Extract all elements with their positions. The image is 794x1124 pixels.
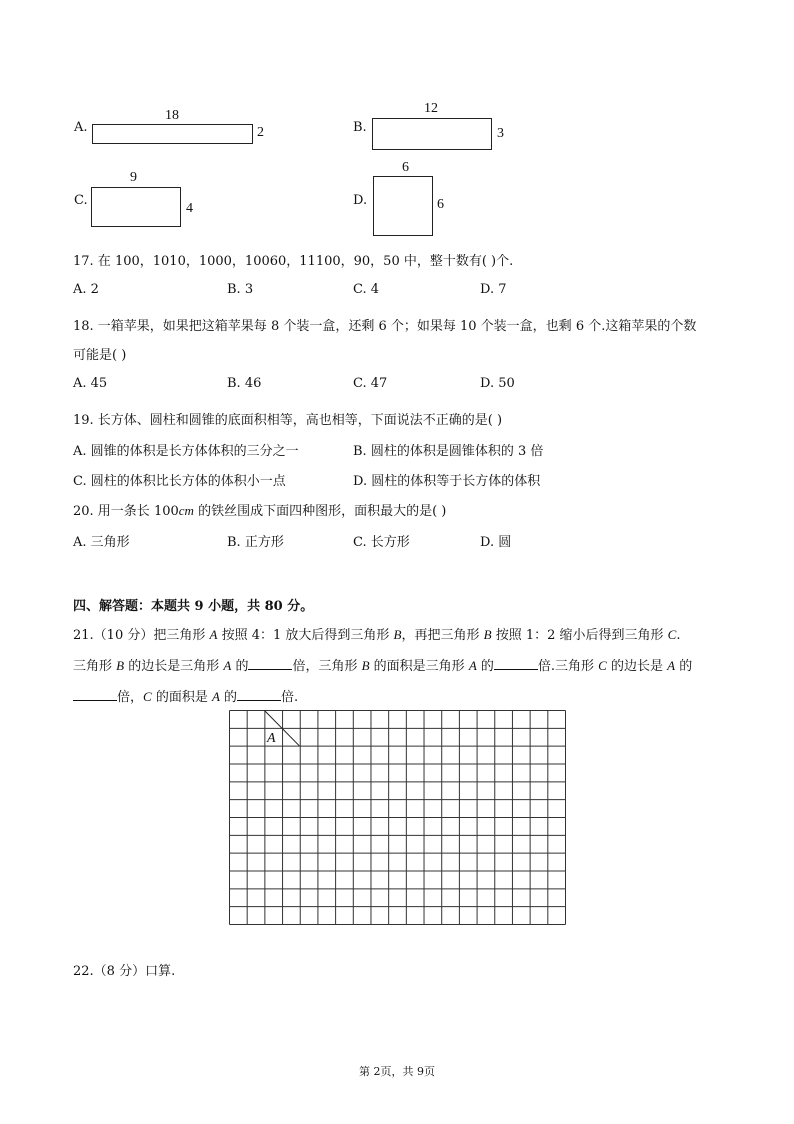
width-label: 2	[257, 125, 264, 140]
text: 的面积是	[151, 690, 212, 705]
var-b: B	[393, 627, 402, 642]
question-18-stem-cont: 可能是( )	[73, 348, 127, 363]
var-b: B	[483, 627, 492, 642]
q19-option-d[interactable]: D. 圆柱的体积等于长方体的体积	[353, 474, 541, 489]
text: 倍.	[281, 690, 299, 705]
text: 的	[231, 659, 249, 674]
text: 倍.三角形	[537, 659, 599, 674]
q20-option-b[interactable]: B. 正方形	[227, 535, 284, 550]
text: 的	[675, 659, 693, 674]
question-22-stem: 22.（8 分）口算.	[73, 964, 176, 979]
page-footer: 第 2页，共 9页	[359, 1065, 435, 1078]
answer-blank[interactable]	[237, 688, 281, 701]
text: 三角形	[73, 659, 117, 674]
var-c: C	[667, 627, 677, 642]
var-c: C	[143, 689, 152, 704]
question-21-line-1	[73, 624, 680, 643]
q18-option-a[interactable]: A. 45	[73, 376, 108, 391]
q20-option-a[interactable]: A. 三角形	[73, 535, 130, 550]
text: 按照 4：1 放大后得到三角形	[217, 628, 394, 643]
triangle-a-label: A	[267, 731, 276, 746]
var-a: A	[209, 627, 218, 642]
question-19-stem: 19. 长方体、圆柱和圆锥的底面积相等，高也相等，下面说法不正确的是( )	[73, 413, 503, 428]
length-label: 9	[130, 170, 137, 185]
text: 按照 1：2 缩小后得到三角形	[491, 628, 668, 643]
q20-option-d[interactable]: D. 圆	[480, 535, 512, 550]
text: 倍，	[117, 690, 144, 705]
text: 倍，三角形	[292, 659, 362, 674]
unit-cm: cm	[178, 503, 194, 518]
length-label: 18	[165, 108, 179, 123]
grid-svg	[229, 710, 566, 925]
var-b: B	[116, 658, 125, 673]
var-c: C	[598, 658, 607, 673]
q19-option-c[interactable]: C. 圆柱的体积比长方体的体积小一点	[73, 474, 286, 489]
width-label: 4	[186, 201, 193, 216]
text: 的	[476, 659, 494, 674]
width-label: 3	[497, 126, 504, 141]
text: ，再把三角形	[401, 628, 484, 643]
q18-option-d[interactable]: D. 50	[480, 376, 515, 391]
question-17-stem: 17. 在 100，1010，1000，10060，11100，90，50 中，整十数有( )个.	[73, 254, 514, 269]
q18-option-b[interactable]: B. 46	[227, 376, 262, 391]
answer-blank[interactable]	[73, 688, 117, 701]
q19-option-a[interactable]: A. 圆锥的体积是长方体体积的三分之一	[73, 444, 299, 459]
q19-option-b[interactable]: B. 圆柱的体积是圆锥体积的 3 倍	[353, 444, 544, 459]
q17-option-b[interactable]: B. 3	[227, 282, 254, 297]
rectangle-shape	[372, 118, 492, 150]
question-21-line-3	[73, 686, 298, 705]
q17-option-d[interactable]: D. 7	[480, 282, 507, 297]
text: 的	[219, 690, 238, 705]
answer-blank[interactable]	[248, 657, 292, 670]
rectangle-shape	[92, 124, 253, 144]
text: 的面积是三角形	[369, 659, 469, 674]
option-label: A.	[74, 120, 88, 135]
var-a: A	[667, 658, 676, 673]
option-label: D.	[353, 193, 368, 208]
grid-paper	[229, 710, 566, 929]
section-4-title: 四、解答题：本题共 9 小题，共 80 分。	[73, 599, 314, 614]
var-a: A	[223, 658, 232, 673]
q20-stem-text-end: 的铁丝围成下面四种图形，面积最大的是( )	[193, 504, 447, 519]
option-label: B.	[353, 120, 367, 135]
var-b: B	[361, 658, 370, 673]
text: 的边长是	[606, 659, 668, 674]
length-label: 6	[402, 160, 409, 175]
option-label: C.	[74, 193, 88, 208]
q17-option-a[interactable]: A. 2	[73, 282, 99, 297]
q20-option-c[interactable]: C. 长方形	[353, 535, 410, 550]
question-20-stem	[73, 500, 446, 519]
var-a: A	[211, 689, 220, 704]
q17-option-c[interactable]: C. 4	[353, 282, 380, 297]
question-18-stem: 18. 一箱苹果，如果把这箱苹果每 8 个装一盒，还剩 6 个；如果每 10 个装一盒，也剩 6 个.这箱苹果的个数	[73, 319, 697, 334]
length-label: 12	[424, 101, 438, 116]
text: 的边长是三角形	[124, 659, 224, 674]
grid-lines	[230, 711, 566, 925]
q18-option-c[interactable]: C. 47	[353, 376, 388, 391]
question-21-line-2	[73, 655, 692, 674]
square-shape	[373, 176, 433, 236]
text: .	[676, 628, 681, 643]
width-label: 6	[437, 197, 444, 212]
answer-blank[interactable]	[494, 657, 538, 670]
q20-stem-text: 20. 用一条长 100	[73, 504, 179, 519]
var-a: A	[468, 658, 477, 673]
text: 21.（10 分）把三角形	[73, 628, 210, 643]
rectangle-shape	[91, 187, 181, 227]
